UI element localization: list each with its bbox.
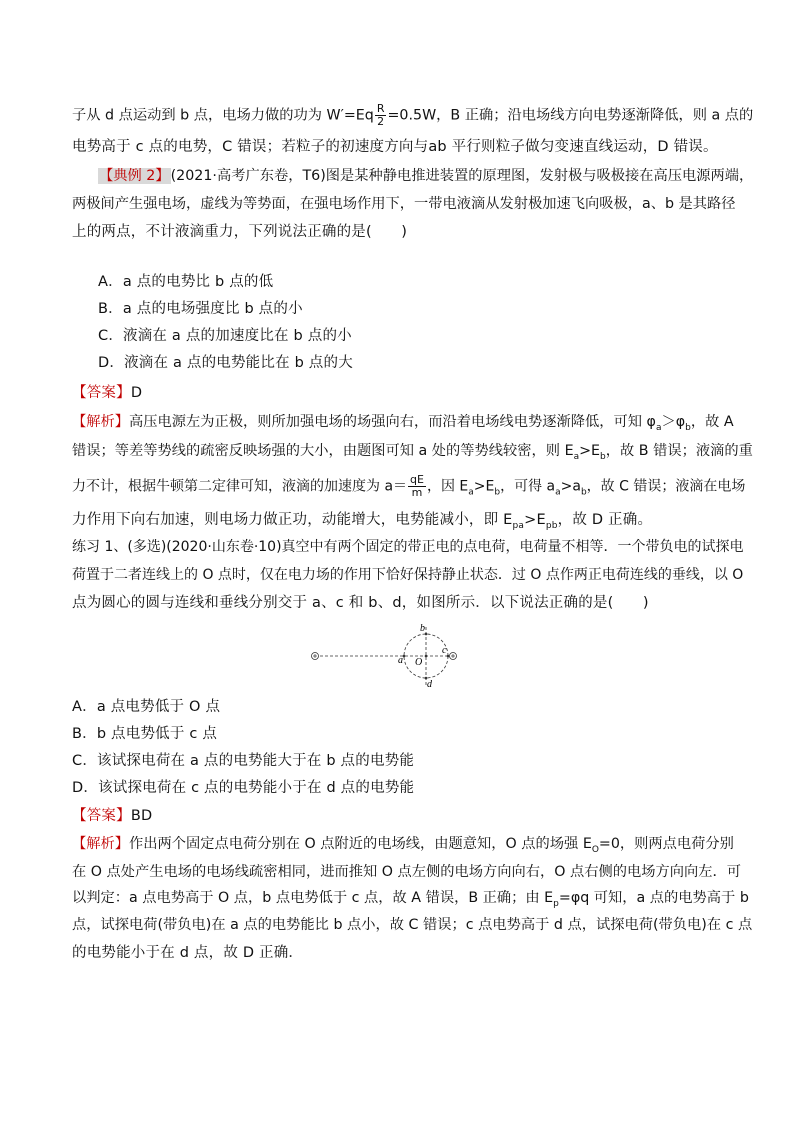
option-b: B．a 点的电场强度比 b 点的小 (98, 301, 303, 317)
analysis-line (72, 834, 734, 854)
option-d: D．该试探电荷在 c 点的电势能小于在 d 点的电势能 (72, 780, 415, 796)
practice-line: 荷置于二者连线上的 O 点时，仅在电力场的作用下恰好保持静止状态．过 O 点作两正电荷连线的垂线，以 O (72, 567, 744, 583)
example-tag: 【典例 2】 (99, 168, 170, 184)
text: ，故 D 正确。 (557, 512, 653, 528)
analysis-line (72, 510, 652, 530)
practice-line: 练习 1、(多选)(2020·山东卷·10)真空中有两个固定的带正电的点电荷，电荷量不相等．一个带负电的试探电 (72, 539, 744, 555)
text: >E (524, 512, 546, 528)
text: 力作用下向右加速，则电场力做正功，动能增大，电势能减小，即 E (72, 512, 513, 528)
paragraph-line: 两极间产生强电场，虚线为等势面，在强电场作用下，一带电液滴从发射极加速飞向吸极，a、b 是其路径 (72, 196, 736, 212)
text: =0，则两点电荷分别 (598, 836, 734, 852)
subscript: pb (545, 520, 558, 531)
label-d: d (427, 679, 432, 690)
point-a (403, 655, 406, 658)
text: ，故 B 错误；液滴的重 (605, 443, 753, 459)
point-c (447, 655, 450, 658)
answer-label: 【答案】 (72, 808, 131, 824)
analysis-label: 【解析】 (72, 414, 130, 430)
text: >a (560, 478, 581, 495)
text: 错误；等差等势线的疏密反映场强的大小，由题图可知 a 处的等势线较密，则 E (72, 443, 574, 459)
subscript: p (553, 898, 559, 909)
text: 高压电源左为正极，则所加强电场的场强向右，而沿着电场线电势逐渐降低，可知 φ (129, 414, 656, 430)
text: (2021·高考广东卷，T6)图是某种静电推进装置的原理图，发射极与吸极接在高压电源两端， (170, 168, 754, 184)
answer-label: 【答案】 (72, 385, 131, 401)
analysis-line (72, 888, 749, 908)
practice-line: 点为圆心的圆与连线和垂线分别交于 a、c 和 b、d，如图所示．以下说法正确的是( ) (72, 595, 649, 611)
text: >E (473, 478, 495, 495)
analysis-line: 点，试探电荷(带负电)在 a 点的电势能比 b 点小，故 C 错误；c 点电势高于 d 点，试探电荷(带负电)在 c 点 (72, 917, 753, 933)
label-b: b (420, 623, 425, 634)
option-b: B．b 点电势低于 c 点 (72, 726, 218, 742)
fraction (375, 103, 387, 128)
analysis-line (72, 441, 753, 461)
subscript: O (591, 844, 599, 855)
text: >E (579, 443, 601, 459)
analysis-line (72, 474, 745, 499)
text: 作出两个固定点电荷分别在 O 点附近的电场线，由题意知，O 点的场强 E (129, 836, 592, 852)
answer-value: D (130, 385, 143, 401)
answer-line (72, 383, 142, 403)
subscript: a (555, 487, 561, 498)
answer-line (72, 806, 152, 826)
text: =φq 可知，a 点的电势高于 b (558, 890, 749, 906)
text: ，可得 a (500, 478, 556, 495)
example-heading-line (98, 166, 753, 186)
subscript: b (580, 487, 587, 498)
label-a: a (398, 655, 403, 666)
text: 力不计，根据牛顿第二定律可知，液滴的加速度为 a＝ (72, 478, 408, 495)
subscript: a (573, 451, 580, 462)
subscript: b (685, 422, 691, 433)
fraction-numerator: qE (410, 473, 424, 486)
label-o: O (415, 657, 423, 668)
subscript: a (655, 422, 662, 433)
subscript: a (468, 487, 474, 498)
paragraph-line: 电势高于 c 点的电势，C 错误；若粒子的初速度方向与ab 平行则粒子做匀变速直线运动，D 错误。 (72, 139, 718, 155)
option-a: A．a 点电势低于 O 点 (72, 699, 221, 715)
subscript: b (600, 451, 606, 462)
point-o (425, 655, 428, 658)
analysis-label: 【解析】 (72, 836, 130, 852)
text: 子从 d 点运动到 b 点，电场力做的功为 W′=Eq (72, 107, 374, 124)
fraction-denominator: 2 (377, 115, 385, 128)
option-c: C．该试探电荷在 a 点的电势能大于在 b 点的电势能 (72, 753, 415, 769)
subscript: b (494, 487, 501, 498)
answer-value: BD (130, 808, 153, 824)
option-c: C．液滴在 a 点的加速度比在 b 点的小 (98, 328, 352, 344)
label-c: c (442, 645, 447, 656)
fraction (408, 474, 426, 499)
text: ，因 E (426, 478, 469, 495)
left-charge-icon (312, 653, 319, 660)
right-charge-icon (450, 653, 457, 660)
analysis-line: 的电势能小于在 d 点，故 D 正确． (72, 945, 304, 961)
option-d: D．液滴在 a 点的电势能比在 b 点的大 (98, 355, 353, 371)
fraction-denominator: m (411, 486, 423, 499)
option-a: A．a 点的电势比 b 点的低 (98, 274, 274, 290)
text: ，故 A (690, 414, 734, 430)
text: ＞φ (661, 414, 686, 430)
charges-figure (300, 615, 470, 690)
subscript: pa (512, 520, 525, 531)
text: 以判定：a 点电势高于 O 点，b 点电势低于 c 点，故 A 错误，B 正确；由 E (72, 890, 554, 906)
text: ，故 C 错误；液滴在电场 (586, 478, 746, 495)
point-b (425, 633, 428, 636)
paragraph-line: 上的两点，不计液滴重力，下列说法正确的是( ) (72, 224, 408, 240)
text: =0.5W，B 正确；沿电场线方向电势逐渐降低，则 a 点的 (387, 107, 754, 124)
analysis-line: 在 O 点处产生电场的电场线疏密相同，进而推知 O 点左侧的电场方向向右，O 点右侧的电场方向向左．可 (72, 864, 742, 880)
paragraph-line (72, 103, 753, 128)
fraction-numerator: R (376, 102, 385, 115)
analysis-line (72, 412, 734, 432)
